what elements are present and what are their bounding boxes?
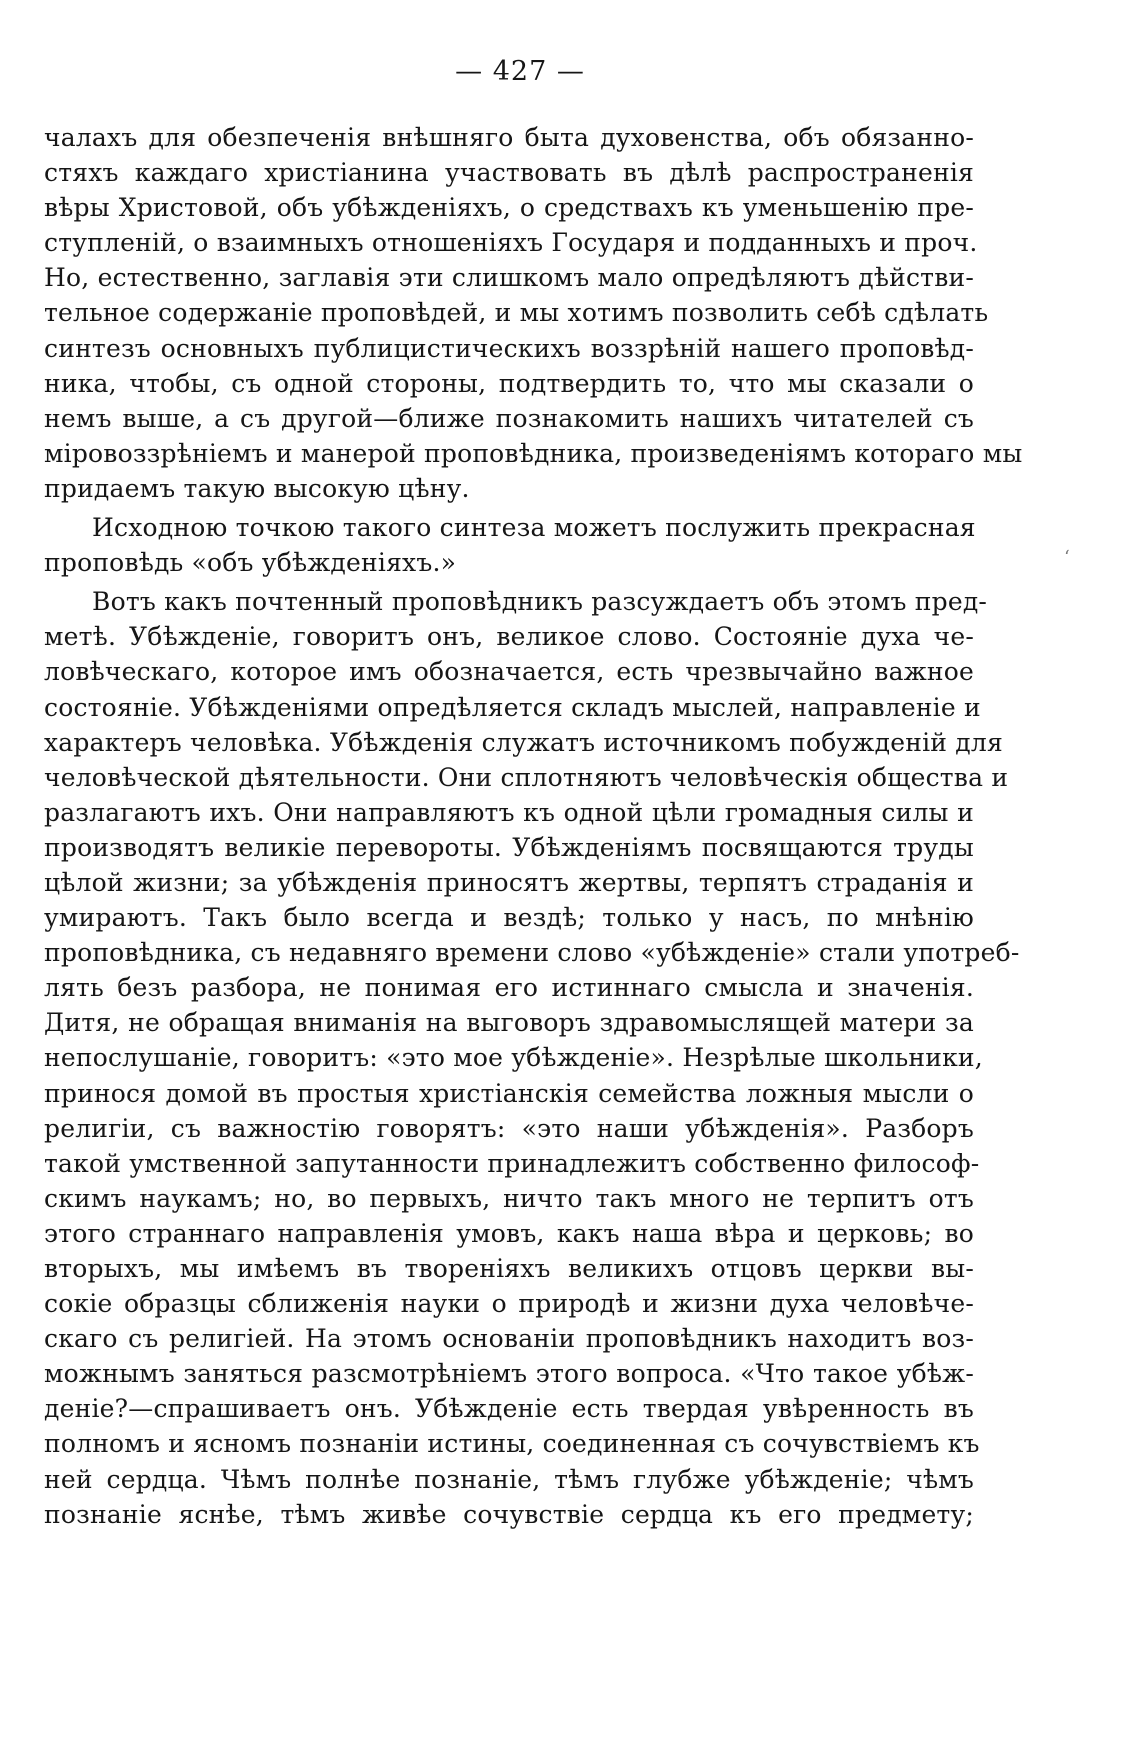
text-line: принося домой въ простыя христіанскія семейства ложныя мысли о	[44, 1078, 974, 1108]
text-line: деніе?—спрашиваетъ онъ. Убѣжденіе есть твердая увѣренность въ	[44, 1394, 974, 1424]
text-line: производятъ великіе перевороты. Убѣжденіямъ посвящаются труды	[44, 832, 974, 862]
paragraph-2	[44, 510, 974, 580]
text-line: вѣры Христовой, объ убѣжденіяхъ, о средствахъ къ уменьшенію пре-	[44, 193, 974, 223]
text-line: вторыхъ, мы имѣемъ въ твореніяхъ великихъ отцовъ церкви вы-	[44, 1254, 974, 1283]
text-line: ступленій, о взаимныхъ отношеніяхъ Государя и подданныхъ и проч.	[44, 228, 978, 258]
text-line: стяхъ каждаго христіанина участвовать въ дѣлѣ распространенія	[44, 158, 974, 188]
text-line: Исходною точкою такого синтеза можетъ послужить прекрасная	[92, 513, 976, 543]
text-line: лять безъ разбора, не понимая его истиннаго смысла и значенія.	[44, 973, 974, 1003]
text-line: ловѣческаго, которое имъ обозначается, есть чрезвычайно важное	[44, 657, 974, 687]
text-line: познаніе яснѣе, тѣмъ живѣе сочувствіе сердца къ его предмету;	[44, 1499, 974, 1529]
text-line: немъ выше, а съ другой—ближе познакомить нашихъ читателей съ	[44, 403, 974, 433]
text-line: такой умственной запутанности принадлежитъ собственно философ-	[44, 1148, 980, 1178]
text-line: ней сердца. Чѣмъ полнѣе познаніе, тѣмъ глубже убѣжденіе; чѣмъ	[44, 1464, 974, 1494]
margin-mark: ‘	[1064, 547, 1070, 568]
page-number: — 427 —	[455, 56, 585, 87]
paragraph-3	[44, 584, 1020, 1532]
text-line: состояніе. Убѣжденіями опредѣляется складъ мыслей, направленіе и	[44, 692, 981, 722]
text-line: можнымъ заняться разсмотрѣніемъ этого вопроса. «Что такое убѣж-	[44, 1359, 974, 1389]
text-line: метѣ. Убѣжденіе, говоритъ онъ, великое слово. Состояніе духа че-	[44, 622, 974, 652]
text-line: ника, чтобы, съ одной стороны, подтвердить то, что мы сказали о	[44, 368, 974, 398]
text-line: проповѣдь «объ убѣжденіяхъ.»	[44, 548, 457, 578]
text-line: цѣлой жизни; за убѣжденія приносятъ жертвы, терпятъ страданія и	[44, 867, 974, 897]
text-line: придаемъ такую высокую цѣну.	[44, 473, 470, 503]
text-line: Дитя, не обращая вниманія на выговоръ здравомыслящей матери за	[44, 1008, 974, 1038]
text-line: Вотъ какъ почтенный проповѣдникъ разсуждаетъ объ этомъ пред-	[92, 587, 988, 617]
text-line: Но, естественно, заглавія эти слишкомъ мало опредѣляютъ дѣйстви-	[44, 263, 974, 293]
text-line: міровоззрѣніемъ и манерой проповѣдника, произведеніямъ котораго мы	[44, 438, 1023, 468]
text-line: чалахъ для обезпеченія внѣшняго быта духовенства, объ обязанно-	[44, 123, 974, 152]
text-line: тельное содержаніе проповѣдей, и мы хотимъ позволить себѣ сдѣлать	[44, 298, 989, 328]
text-line: этого страннаго направленія умовъ, какъ наша вѣра и церковь; во	[44, 1218, 974, 1248]
text-line: разлагаютъ ихъ. Они направляютъ къ одной цѣли громадныя силы и	[44, 797, 974, 827]
text-line: скимъ наукамъ; но, во первыхъ, ничто такъ много не терпитъ отъ	[44, 1183, 974, 1213]
text-line: проповѣдника, съ недавняго времени слово «убѣжденіе» стали употреб-	[44, 938, 1020, 968]
text-line: сокіе образцы сближенія науки о природѣ и жизни духа человѣче-	[44, 1289, 974, 1319]
paragraph-1	[44, 120, 1023, 506]
text-line: человѣческой дѣятельности. Они сплотняютъ человѣческія общества и	[44, 762, 1009, 792]
text-line: непослушаніе, говоритъ: «это мое убѣжденіе». Незрѣлые школьники,	[44, 1043, 983, 1073]
text-body	[44, 120, 1023, 1532]
text-line: религіи, съ важностію говорятъ: «это наши убѣжденія». Разборъ	[44, 1113, 974, 1143]
text-line: умираютъ. Такъ было всегда и вездѣ; только у насъ, по мнѣнію	[44, 903, 974, 933]
text-line: скаго съ религіей. На этомъ основаніи проповѣдникъ находитъ воз-	[44, 1324, 974, 1354]
text-line: полномъ и ясномъ познаніи истины, соединенная съ сочувствіемъ къ	[44, 1429, 980, 1459]
text-line: характеръ человѣка. Убѣжденія служатъ источникомъ побужденій для	[44, 727, 1003, 757]
text-line: синтезъ основныхъ публицистическихъ воззрѣній нашего проповѣд-	[44, 333, 974, 363]
